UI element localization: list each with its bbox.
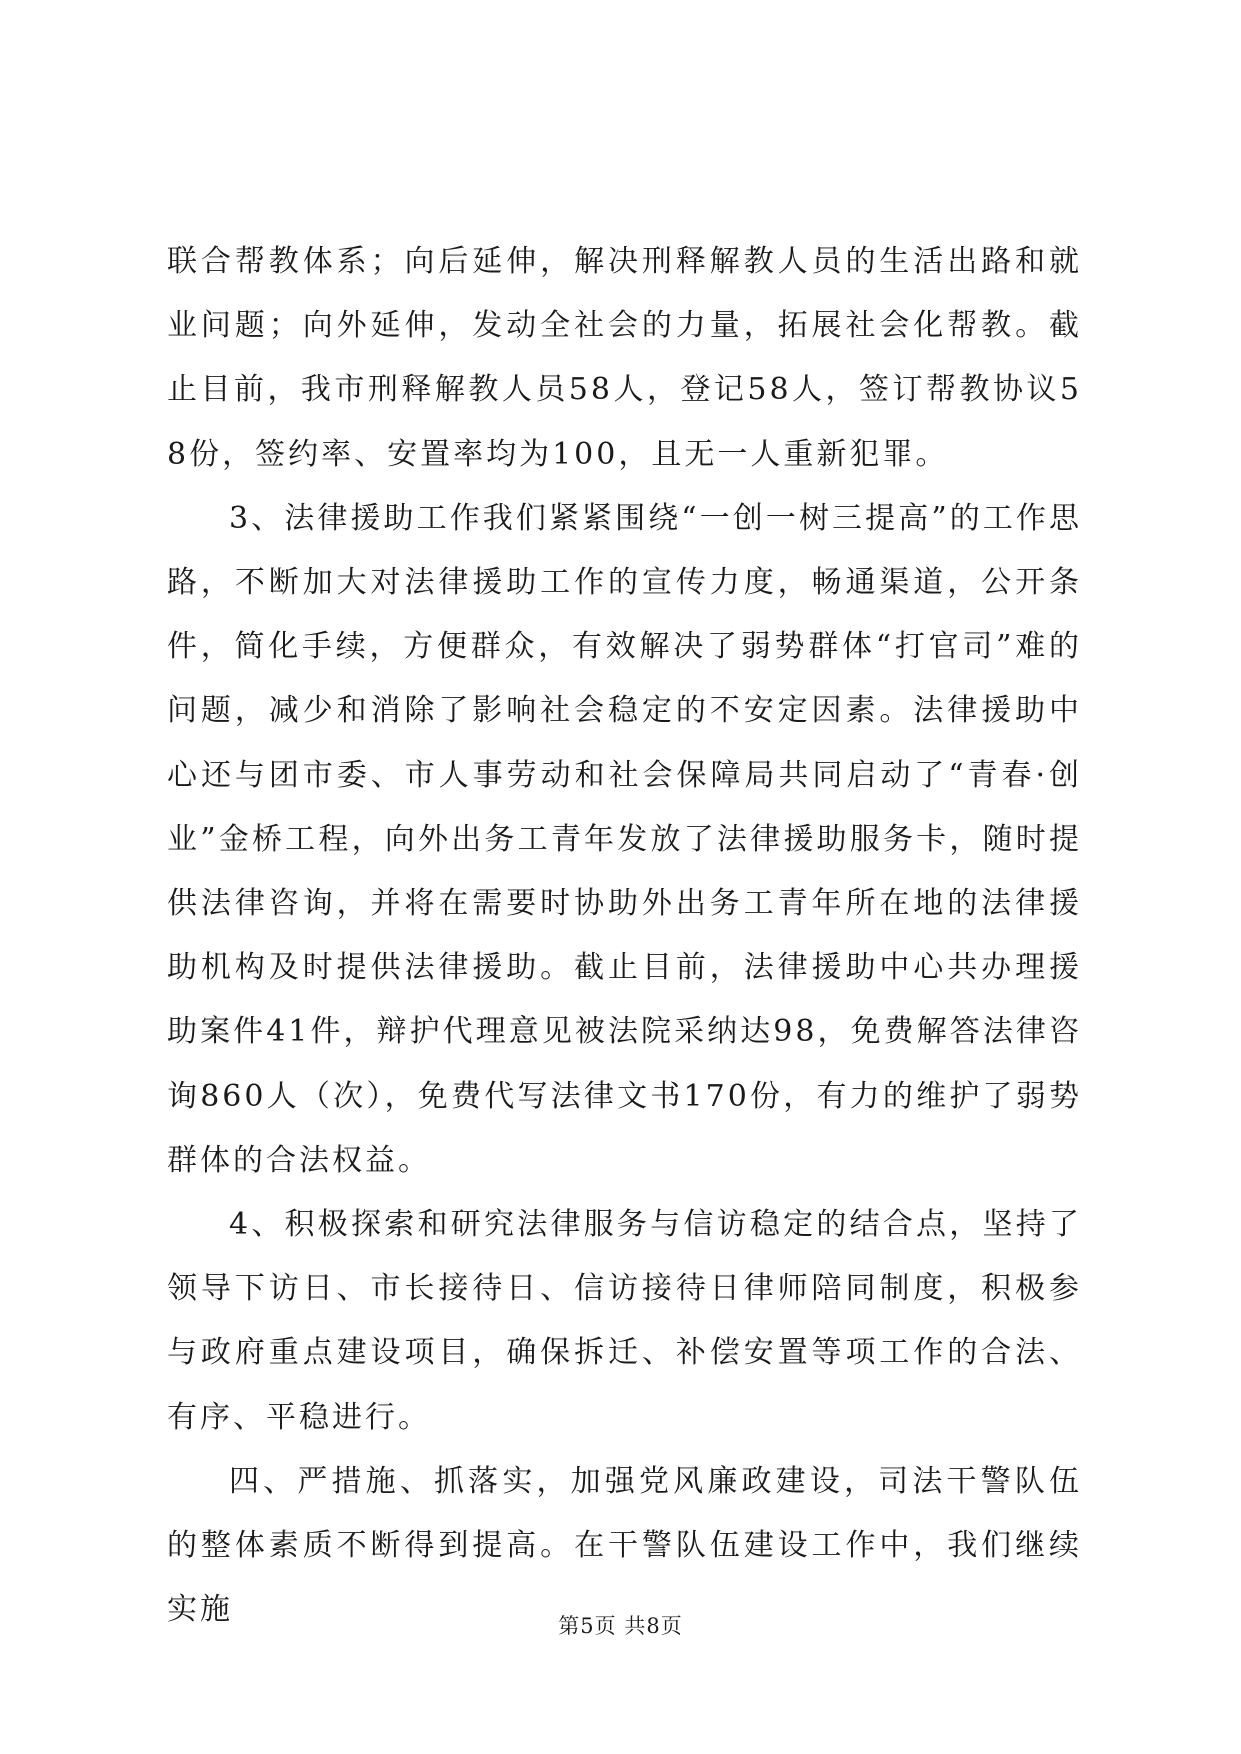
paragraph-continued: 联合帮教体系；向后延伸，解决刑释解教人员的生活出路和就业问题；向外延伸，发动全社会的力量，拓展社会化帮教。截止目前，我市刑释解教人员58人，登记58人，签订帮教协议58份，签约率、安置率均为100，且无一人重新犯罪。 [167, 244, 1082, 472]
paragraph-legal-aid: 3、法律援助工作我们紧紧围绕“一创一树三提高”的工作思路，不断加大对法律援助工作的宣传力度，畅通渠道，公开条件，简化手续，方便群众，有效解决了弱势群体“打官司”难的问题，减少和消除了影响社会稳定的不安定因素。法律援助中心还与团市委、市人事劳动和社会保障局共同启动了“青春·创业”金桥工程，向外出务工青年发放了法律援助服务卡，随时提供法律咨询，并将在需要时协助外出务工青年所在地的法律援助机构及时提供法律援助。截止目前，法律援助中心共办理援助案件41件，辩护代理意见被法院采纳达98，免费解答法律咨询860人（次），免费代写法律文书170份，有力的维护了弱势群体的合法权益。 [167, 500, 1082, 1178]
document-body [167, 230, 1082, 1642]
paragraph-petition-stability: 4、积极探索和研究法律服务与信访稳定的结合点，坚持了领导下访日、市长接待日、信访接待日律师陪同制度，积极参与政府重点建设项目，确保拆迁、补偿安置等项工作的合法、有序、平稳进行。 [167, 1207, 1082, 1435]
page-number-footer: 第5页 共8页 [558, 1614, 683, 1638]
paragraph-party-conduct: 四、严措施、抓落实，加强党风廉政建设，司法干警队伍的整体素质不断得到提高。在干警队伍建设工作中，我们继续实施 [167, 1463, 1082, 1628]
